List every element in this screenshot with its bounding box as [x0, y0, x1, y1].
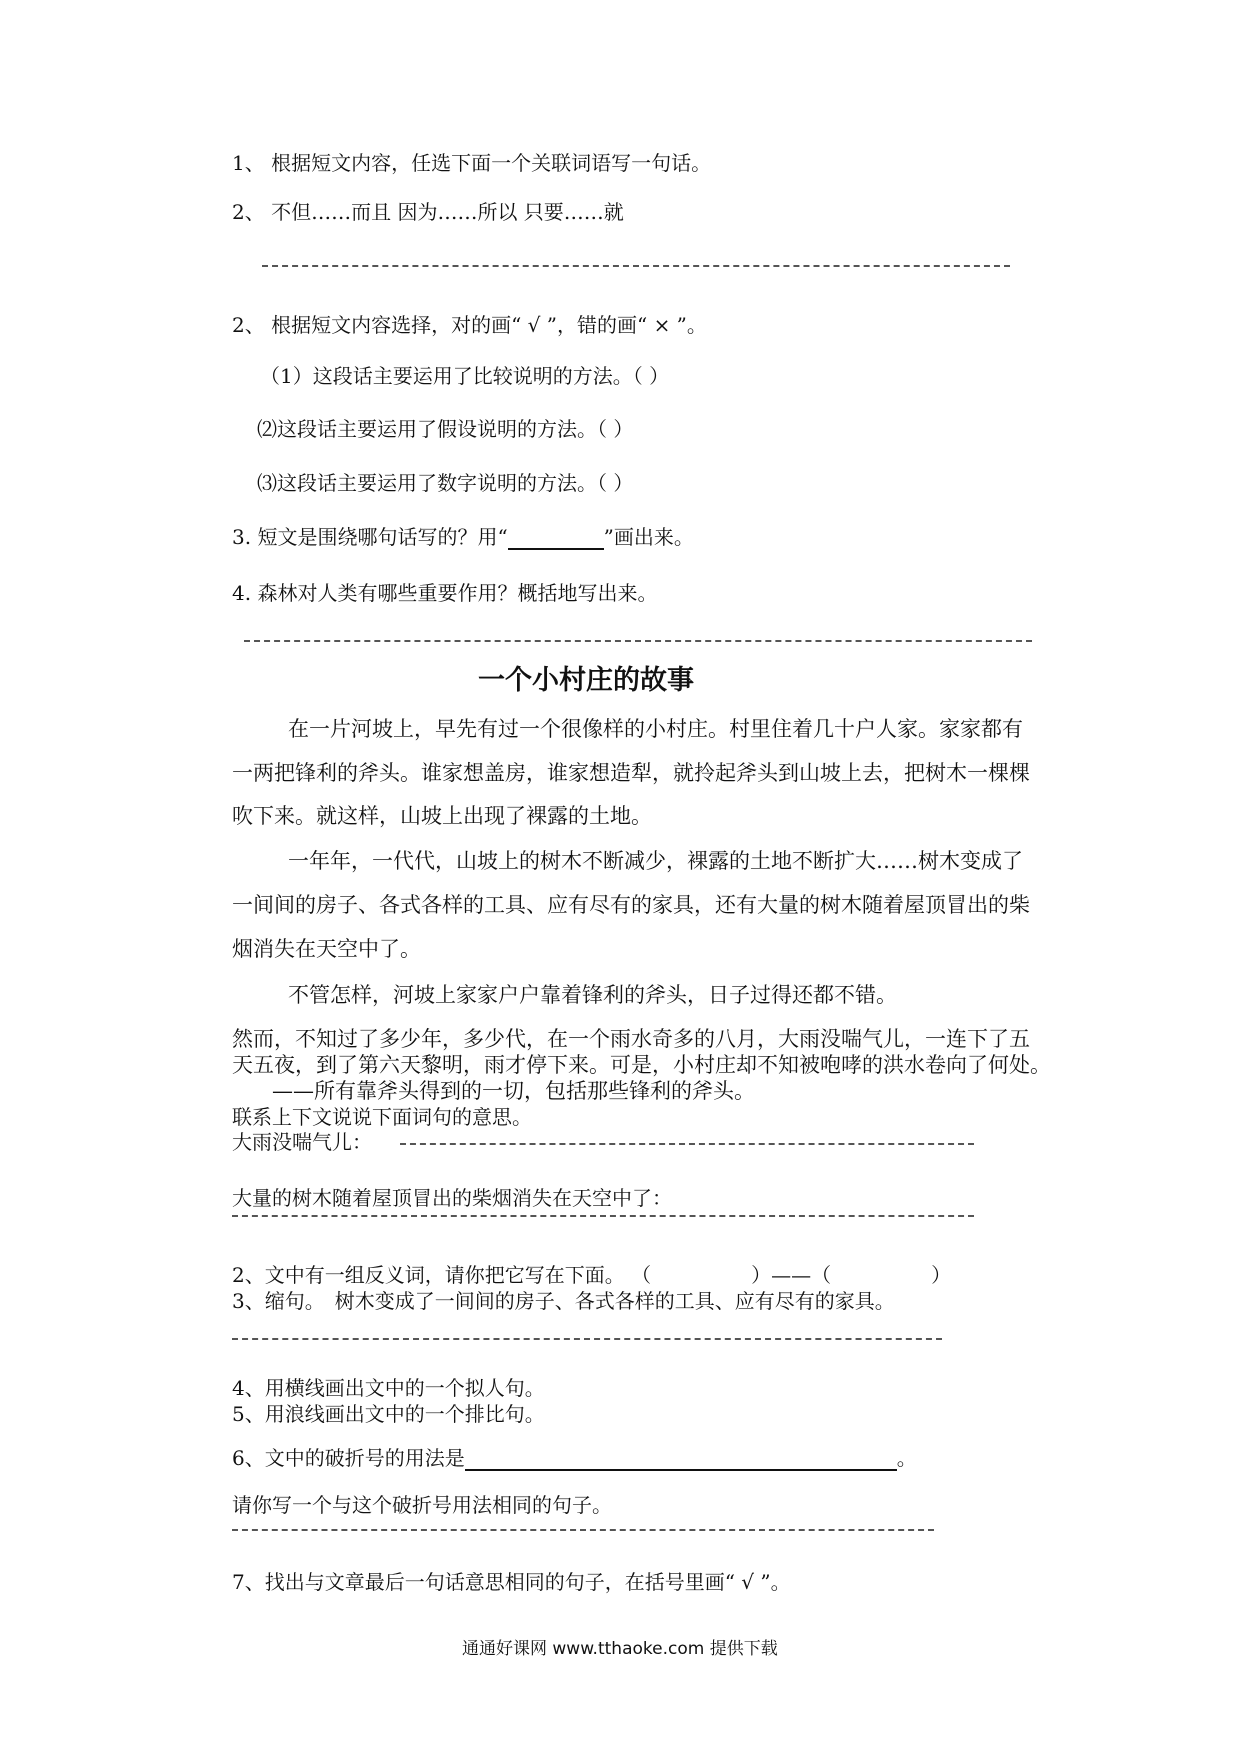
sentence-shortening-question: 3、缩句。 树木变成了一间间的房子、各式各样的工具、应有尽有的家具。 [232, 1289, 895, 1313]
question-2-item-1: （1）这段话主要运用了比较说明的方法。（ ） [260, 364, 670, 388]
dash-usage-blank [465, 1447, 897, 1471]
paragraph-1-line-1: 在一片河坡上，早先有过一个很像样的小村庄。村里住着几十户人家。家家都有 [288, 717, 1023, 741]
question-4: 4. 森林对人类有哪些重要作用？概括地写出来。 [232, 581, 658, 605]
antonym-question: 2、文中有一组反义词，请你把它写在下面。 （ ）——（ ） [232, 1263, 952, 1287]
question-3-blank [508, 526, 604, 550]
question-1-options: 2、 不但……而且 因为……所以 只要……就 [232, 200, 624, 224]
word-meaning-2: 大量的树木随着屋顶冒出的柴烟消失在天空中了： [232, 1186, 672, 1210]
question-1: 1、 根据短文内容，任选下面一个关联词语写一句话。 [232, 151, 712, 175]
answer-line [262, 265, 1010, 267]
question-3-text: 3. 短文是围绕哪句话写的？用“ [232, 525, 508, 549]
personification-question: 4、用横线画出文中的一个拟人句。 [232, 1376, 545, 1400]
paragraph-1-line-3: 吹下来。就这样，山坡上出现了裸露的土地。 [232, 804, 652, 828]
paragraph-2-line-1: 一年年，一代代，山坡上的树木不断减少，裸露的土地不断扩大……树木变成了 [288, 849, 1023, 873]
word-meaning-intro: 联系上下文说说下面词句的意思。 [232, 1105, 532, 1129]
footer-text: 通通好课网 www.tthaoke.com 提供下载 [462, 1639, 778, 1659]
paragraph-2-line-3: 烟消失在天空中了。 [232, 937, 421, 961]
dash-sentence-question: 请你写一个与这个破折号用法相同的句子。 [232, 1493, 612, 1517]
word-meaning-1: 大雨没喘气儿： [232, 1130, 372, 1154]
question-3-text-end: ”画出来。 [603, 525, 694, 549]
answer-line [244, 640, 1032, 642]
answer-line [400, 1143, 974, 1145]
answer-line [232, 1338, 942, 1340]
dash-usage-end: 。 [896, 1446, 917, 1470]
dash-usage-text: 6、文中的破折号的用法是 [232, 1446, 465, 1470]
paragraph-2-line-2: 一间间的房子、各式各样的工具、应有尽有的家具，还有大量的树木随着屋顶冒出的柴 [232, 893, 1030, 917]
question-2-item-2: ⑵这段话主要运用了假设说明的方法。（ ） [257, 417, 634, 441]
dash-usage-question [232, 1445, 917, 1471]
paragraph-4-line-3: ——所有靠斧头得到的一切，包括那些锋利的斧头。 [272, 1079, 755, 1103]
question-2: 2、 根据短文内容选择，对的画“ √ ”，错的画“ × ”。 [232, 313, 707, 337]
paragraph-1-line-2: 一两把锋利的斧头。谁家想盖房，谁家想造犁，就拎起斧头到山坡上去，把树木一棵棵 [232, 761, 1030, 785]
story-title: 一个小村庄的故事 [478, 665, 694, 696]
meaning-match-question: 7、找出与文章最后一句话意思相同的句子，在括号里画“ √ ”。 [232, 1570, 791, 1594]
parallelism-question: 5、用浪线画出文中的一个排比句。 [232, 1402, 545, 1426]
question-3 [232, 524, 694, 550]
answer-line [232, 1215, 974, 1217]
answer-line [232, 1529, 934, 1531]
paragraph-4-line-2: 天五夜，到了第六天黎明，雨才停下来。可是，小村庄却不知被咆哮的洪水卷向了何处。 [232, 1053, 1051, 1077]
paragraph-3: 不管怎样，河坡上家家户户靠着锋利的斧头，日子过得还都不错。 [288, 983, 897, 1007]
paragraph-4-line-1: 然而，不知过了多少年，多少代，在一个雨水奇多的八月，大雨没喘气儿，一连下了五 [232, 1027, 1030, 1051]
question-2-item-3: ⑶这段话主要运用了数字说明的方法。（ ） [257, 471, 634, 495]
